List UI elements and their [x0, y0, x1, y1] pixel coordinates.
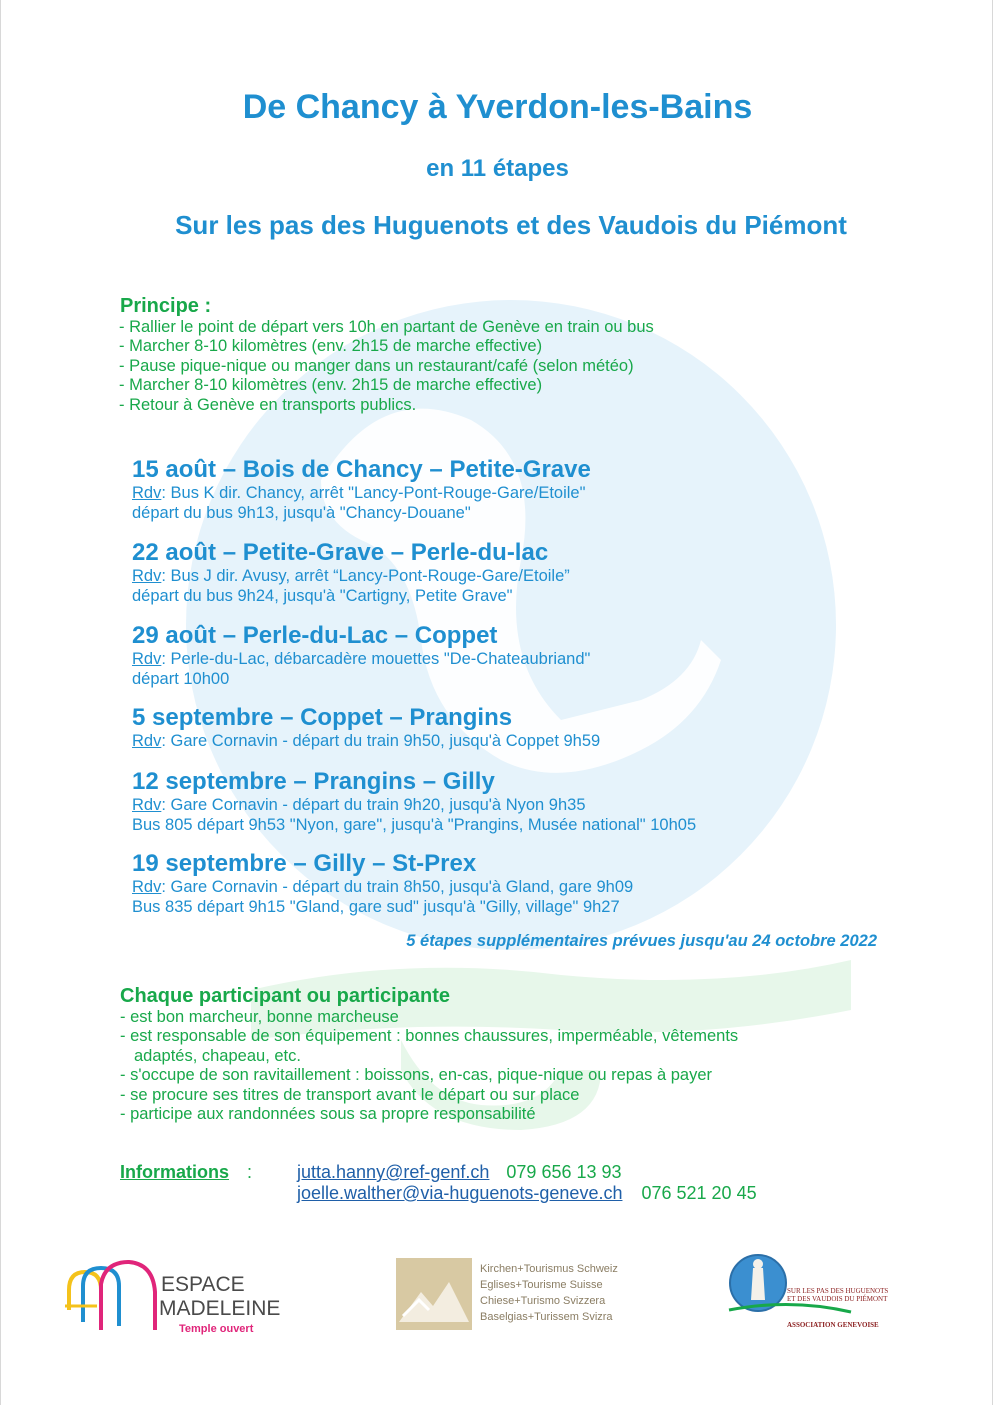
stage-3 — [132, 622, 932, 689]
rdv-label: Rdv — [132, 796, 162, 814]
contact-phone: 079 656 13 93 — [506, 1162, 622, 1182]
page-tagline: Sur les pas des Huguenots et des Vaudois du Piémont — [175, 210, 847, 240]
participant-section — [120, 985, 920, 1124]
rdv-label: Rdv — [132, 650, 162, 668]
rdv-text: : Bus J dir. Avusy, arrêt “Lancy-Pont-Rouge-Gare/Etoile” — [161, 567, 570, 585]
list-item: - Retour à Genève en transports publics. — [119, 395, 417, 414]
stage-title: 19 septembre – Gilly – St-Prex — [132, 850, 477, 877]
rdv-text: : Gare Cornavin - départ du train 8h50, jusqu'à Gland, gare 9h09 — [161, 878, 634, 896]
rdv-label: Rdv — [132, 567, 162, 585]
stage-extra: départ du bus 9h24, jusqu'à "Cartigny, Petite Grave" — [132, 586, 513, 605]
kirchen-line: Eglises+Tourisme Suisse — [480, 1279, 603, 1291]
list-item: - s'occupe de son ravitaillement : boissons, en-cas, pique-nique ou repas à payer — [120, 1066, 712, 1085]
rdv-label: Rdv — [132, 732, 162, 750]
stage-6 — [132, 850, 932, 917]
espace-line2: MADELEINE — [159, 1297, 281, 1320]
contact-row — [297, 1162, 622, 1183]
stage-title: 5 septembre – Coppet – Prangins — [132, 704, 513, 731]
stage-title: 29 août – Perle-du-Lac – Coppet — [132, 622, 498, 649]
participant-list — [120, 1008, 920, 1124]
principe-heading: Principe : — [120, 295, 212, 317]
kirchen-line: Baselgias+Turissem Svizra — [480, 1311, 613, 1323]
stage-extra: départ 10h00 — [132, 669, 230, 688]
principe-list — [119, 318, 920, 415]
list-item: - participe aux randonnées sous sa propre responsabilité — [120, 1105, 536, 1124]
rdv-text: : Gare Cornavin - départ du train 9h20, jusqu'à Nyon 9h35 — [161, 796, 586, 814]
rdv-label: Rdv — [132, 878, 162, 896]
list-item: - Marcher 8-10 kilomètres (env. 2h15 de marche effective) — [119, 376, 543, 395]
additional-stages-note: 5 étapes supplémentaires prévues jusqu'au 24 octobre 2022 — [406, 932, 877, 950]
kirchen-line: Kirchen+Tourismus Schweiz — [480, 1263, 618, 1275]
list-item: - Pause pique-nique ou manger dans un restaurant/café (selon météo) — [119, 356, 634, 375]
assoc-line2: ET DES VAUDOIS DU PIÉMONT — [787, 1295, 888, 1303]
stage-title: 12 septembre – Prangins – Gilly — [132, 768, 495, 795]
association-genevoise-logo — [729, 1255, 888, 1329]
stage-rdv — [132, 878, 932, 898]
assoc-line3: ASSOCIATION GENEVOISE — [787, 1321, 879, 1329]
list-item: - Rallier le point de départ vers 10h en partant de Genève en train ou bus — [119, 318, 654, 336]
kirchen-line: Chiese+Turismo Svizzera — [480, 1295, 606, 1307]
list-item: - Marcher 8-10 kilomètres (env. 2h15 de marche effective) — [119, 337, 543, 356]
assoc-line1: SUR LES PAS DES HUGUENOTS — [787, 1287, 889, 1295]
partner-logos — [1, 1250, 993, 1360]
participant-heading: Chaque participant ou participante — [120, 985, 451, 1007]
contact-email-link[interactable]: joelle.walther@via-huguenots-geneve.ch — [297, 1183, 623, 1203]
page-subtitle: en 11 étapes — [426, 155, 569, 182]
stage-title: 22 août – Petite-Grave – Perle-du-lac — [132, 539, 549, 566]
rdv-text: : Bus K dir. Chancy, arrêt "Lancy-Pont-Rouge-Gare/Etoile" — [161, 484, 586, 502]
stage-4 — [132, 704, 932, 752]
list-item: adaptés, chapeau, etc. — [134, 1046, 301, 1065]
info-colon: : — [247, 1162, 253, 1182]
stage-extra: Bus 805 départ 9h53 "Nyon, gare", jusqu'à "Prangins, Musée national" 10h05 — [132, 815, 697, 834]
stage-extra: départ du bus 9h13, jusqu'à "Chancy-Douane" — [132, 503, 471, 522]
stage-title: 15 août – Bois de Chancy – Petite-Grave — [132, 456, 591, 483]
stage-extra: Bus 835 départ 9h15 "Gland, gare sud" jusqu'à "Gilly, village" 9h27 — [132, 897, 620, 916]
rdv-text: : Gare Cornavin - départ du train 9h50, jusqu'à Coppet 9h59 — [161, 732, 601, 750]
kirchen-tourismus-logo — [396, 1258, 618, 1330]
page-title: De Chancy à Yverdon-les-Bains — [242, 88, 753, 126]
rdv-text: : Perle-du-Lac, débarcadère mouettes "De-Chateaubriand" — [161, 650, 591, 668]
list-item: - est responsable de son équipement : bonnes chaussures, imperméable, vêtements — [120, 1027, 739, 1046]
rdv-label: Rdv — [132, 484, 162, 502]
stage-rdv — [132, 567, 932, 587]
contact-row — [297, 1183, 757, 1204]
info-label: Informations — [120, 1162, 230, 1182]
espace-madeleine-logo — [65, 1262, 280, 1335]
stage-rdv — [132, 732, 932, 752]
espace-sub: Temple ouvert — [179, 1323, 254, 1335]
contact-phone: 076 521 20 45 — [641, 1183, 757, 1203]
stage-2 — [132, 539, 932, 606]
stage-1 — [132, 456, 932, 523]
contact-email-link[interactable]: jutta.hanny@ref-genf.ch — [297, 1162, 490, 1182]
espace-line1: ESPACE — [161, 1273, 245, 1296]
stage-rdv — [132, 650, 932, 670]
stage-rdv — [132, 484, 932, 504]
principe-section — [120, 295, 920, 415]
stage-5 — [132, 768, 932, 835]
stage-rdv — [132, 796, 932, 816]
list-item: - se procure ses titres de transport avant le départ ou sur place — [120, 1085, 580, 1104]
list-item: - est bon marcheur, bonne marcheuse — [120, 1008, 399, 1026]
